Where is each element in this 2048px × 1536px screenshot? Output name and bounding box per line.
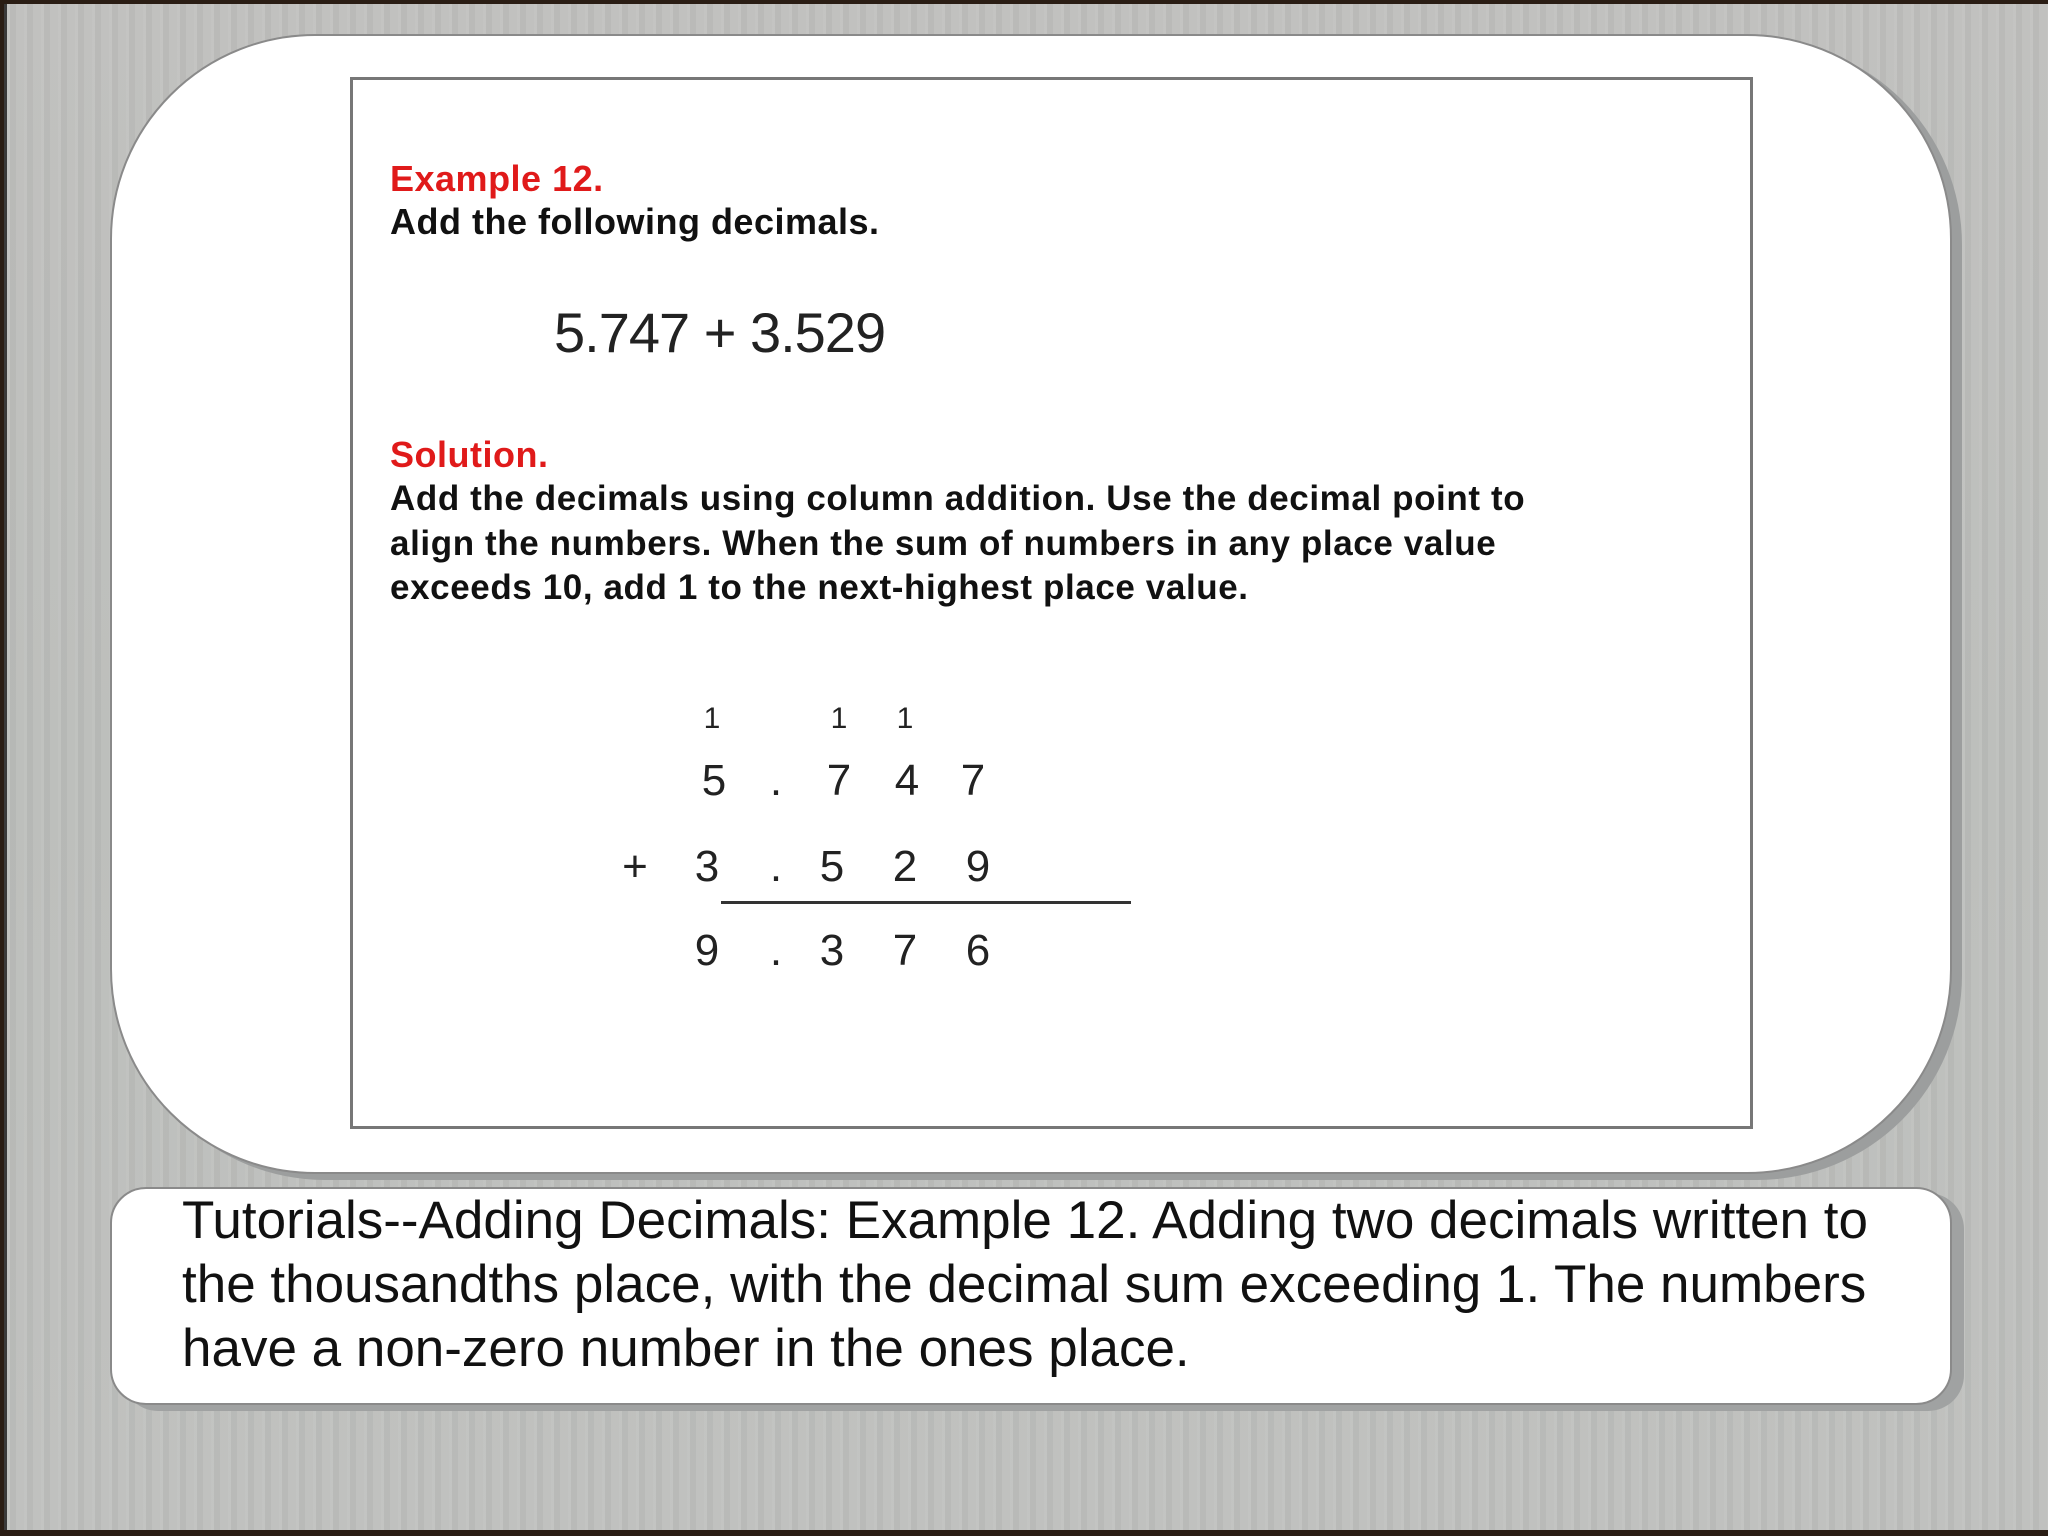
solution-text: Add the decimals using column addition. Use the decimal point to align the numbers. When the sum of numbers in any place value exceeds 10, add 1 to the next-highest place value. bbox=[390, 479, 1526, 607]
decimal-point: . bbox=[769, 756, 783, 805]
carry-digit: 1 bbox=[703, 702, 721, 735]
caption-text: Tutorials--Adding Decimals: Example 12. Adding two decimals written to the thousandths place, with the decimal sum exceeding 1. The numbers have a non-zero number in the ones place. bbox=[182, 1191, 1868, 1378]
addend-digit: 5 bbox=[819, 842, 845, 891]
solution-title: Solution. bbox=[390, 434, 549, 475]
addend-digit: 9 bbox=[965, 842, 991, 891]
result-digit: 3 bbox=[819, 926, 845, 975]
decimal-point: . bbox=[769, 926, 783, 975]
result-digit: 9 bbox=[694, 926, 720, 975]
addend-digit: 2 bbox=[892, 842, 918, 891]
math-expression: 5.747 + 3.529 bbox=[554, 301, 886, 364]
plus-sign: + bbox=[622, 842, 648, 891]
decimal-point: . bbox=[769, 842, 783, 891]
addend-digit: 5 bbox=[701, 756, 727, 805]
example-title: Example 12. bbox=[390, 158, 604, 199]
addend-digit: 3 bbox=[694, 842, 720, 891]
addend-digit: 4 bbox=[894, 756, 920, 805]
carry-digit: 1 bbox=[830, 702, 848, 735]
addend-digit: 7 bbox=[826, 756, 852, 805]
example-prompt: Add the following decimals. bbox=[390, 201, 880, 242]
caption-card bbox=[110, 1187, 1952, 1405]
column-addition bbox=[353, 80, 1750, 1126]
result-digit: 7 bbox=[892, 926, 918, 975]
result-digit: 6 bbox=[965, 926, 991, 975]
addend-digit: 7 bbox=[960, 756, 986, 805]
example-slide bbox=[350, 77, 1753, 1129]
background-stage bbox=[4, 4, 2048, 1530]
carry-digit: 1 bbox=[896, 702, 914, 735]
sum-line bbox=[721, 901, 1131, 904]
